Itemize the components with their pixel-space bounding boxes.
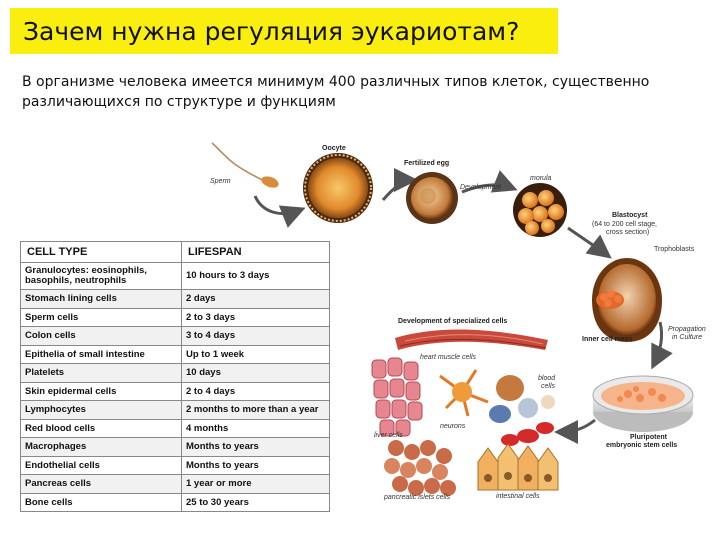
heart-muscle-drawing (395, 330, 548, 350)
label-sperm: Sperm (210, 178, 231, 185)
oocyte-drawing (303, 153, 373, 223)
label-trophoblasts: Trophoblasts (654, 246, 695, 253)
cell-lifespan: 3 to 4 days (182, 327, 330, 346)
label-propagation-1: Propagation (668, 326, 706, 333)
neuron-drawing (440, 370, 488, 416)
cell-lifespan: 2 to 3 days (182, 308, 330, 327)
label-neurons: neurons (440, 423, 466, 430)
cell-type: Pancreas cells (21, 475, 182, 494)
cell-type: Stomach lining cells (21, 290, 182, 309)
label-pluripotent-1: Pluripotent (630, 434, 667, 441)
table-row (21, 382, 330, 401)
cell-lifespan: 10 days (182, 364, 330, 383)
liver-cells-drawing (372, 358, 422, 436)
arrow-morula-to-blastocyst (568, 228, 607, 255)
cell-type: Colon cells (21, 327, 182, 346)
cell-lifespan: 4 months (182, 419, 330, 438)
table-row (21, 456, 330, 475)
label-blood-2: cells (541, 383, 556, 390)
arrow-blastocyst-to-culture (654, 322, 662, 364)
label-development: Development (460, 184, 502, 191)
cell-lifespan: 2 to 4 days (182, 382, 330, 401)
cell-type: Granulocytes: eosinophils, basophils, neutrophils (21, 263, 182, 290)
cell-lifespan: 25 to 30 years (182, 493, 330, 512)
table-row (21, 308, 330, 327)
table-row (21, 364, 330, 383)
header-lifespan: LIFESPAN (182, 242, 330, 263)
table-row (21, 401, 330, 420)
label-blastocyst: Blastocyst (612, 212, 648, 219)
cell-type: Endothelial cells (21, 456, 182, 475)
label-inner-cell-mass: Inner cell mass (582, 336, 633, 343)
label-blastocyst-note-2: cross section) (606, 229, 650, 236)
cell-lifespan: Months to years (182, 456, 330, 475)
table-row (21, 438, 330, 457)
pancreatic-cells-drawing (384, 440, 456, 496)
fertilized-egg-drawing (406, 172, 458, 224)
cell-type: Sperm cells (21, 308, 182, 327)
cell-type: Lymphocytes (21, 401, 182, 420)
label-blastocyst-note-1: (64 to 200 cell stage, (592, 221, 657, 228)
cell-type: Bone cells (21, 493, 182, 512)
cell-lifespan: 1 year or more (182, 475, 330, 494)
label-intestinal: intestinal cells (496, 493, 540, 500)
cell-lifespan: Months to years (182, 438, 330, 457)
arrow-culture-to-specialized (560, 420, 595, 432)
label-oocyte: Oocyte (322, 145, 346, 152)
table-row (21, 263, 330, 290)
page-title: Зачем нужна регуляция эукариотам? (23, 16, 520, 46)
table-row (21, 345, 330, 364)
morula-drawing (513, 183, 567, 237)
cell-lifespan-table (20, 241, 330, 512)
table-header-row (21, 242, 330, 263)
table-row (21, 493, 330, 512)
label-heart-muscle: heart muscle cells (420, 354, 477, 361)
label-propagation-2: in Culture (672, 334, 702, 341)
table-body (21, 263, 330, 512)
cell-type: Red blood cells (21, 419, 182, 438)
label-morula: morula (530, 175, 552, 182)
table-row (21, 327, 330, 346)
cell-type: Platelets (21, 364, 182, 383)
cell-lifespan: 2 days (182, 290, 330, 309)
cell-type: Epithelia of small intestine (21, 345, 182, 364)
cell-type: Macrophages (21, 438, 182, 457)
cell-lifespan: Up to 1 week (182, 345, 330, 364)
label-fertilized-egg: Fertilized egg (404, 160, 450, 167)
petri-dish-drawing (593, 376, 693, 432)
cell-lifespan: 10 hours to 3 days (182, 263, 330, 290)
cell-type: Skin epidermal cells (21, 382, 182, 401)
label-liver: liver cells (374, 432, 403, 439)
label-blood-1: blood (538, 375, 556, 382)
label-specialized: Development of specialized cells (398, 318, 508, 325)
table-row (21, 419, 330, 438)
intro-text: В организме человека имеется минимум 400 различных типов клеток, существенно различающихся по структуре и функциям (22, 74, 650, 110)
table-row (21, 290, 330, 309)
cell-lifespan: 2 months to more than a year (182, 401, 330, 420)
table-row (21, 475, 330, 494)
intestinal-cells-drawing (478, 444, 558, 490)
arrow-sperm-to-oocyte (255, 196, 300, 214)
label-pluripotent-2: embryonic stem cells (606, 442, 678, 449)
header-cell-type: CELL TYPE (21, 242, 182, 263)
blastocyst-drawing (592, 258, 662, 342)
label-pancreatic: pancreatic islets cells (384, 494, 451, 501)
